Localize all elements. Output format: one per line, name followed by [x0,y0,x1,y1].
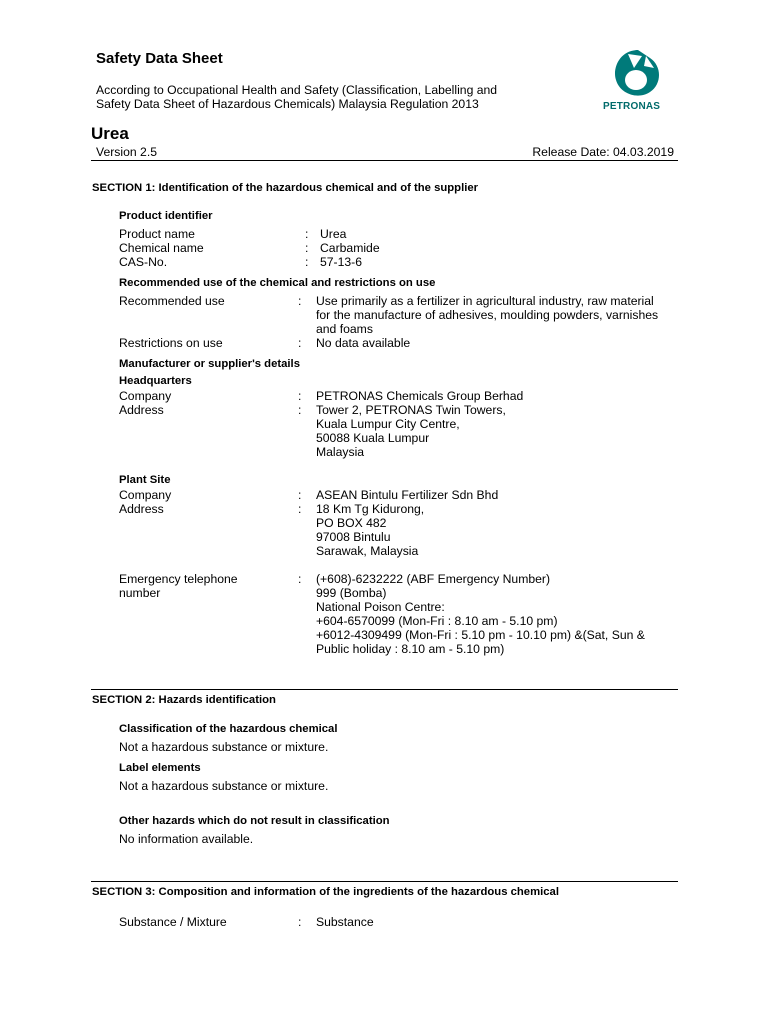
chemical-name-value: Carbamide [320,241,380,255]
phone-line: 999 (Bomba) [316,586,387,600]
cas-value: 57-13-6 [320,255,363,269]
section-3-heading: SECTION 3: Composition and information of the ingredients of the hazardous chemical [92,886,559,898]
phone-line: +6012-4309499 (Mon-Fri : 5.10 pm - 10.10 pm) &(Sat, Sun & [316,628,645,642]
plant-site-heading: Plant Site [119,474,171,486]
colon: : [305,255,309,269]
text-line: and foams [316,322,373,336]
section-1-heading: SECTION 1: Identification of the hazardous chemical and of the supplier [92,182,479,194]
version: Version 2.5 [96,145,157,159]
label-line: Emergency telephone [119,572,238,586]
phone-line: +604-6570099 (Mon-Fri : 8.10 am - 5.10 pm) [316,614,558,628]
cas-label: CAS-No. [119,255,168,269]
recommended-use-label: Recommended use [119,294,225,308]
emergency-label [119,572,238,600]
colon: : [305,241,309,255]
plant-company-value: ASEAN Bintulu Fertilizer Sdn Bhd [316,488,499,502]
logo-text: PETRONAS [603,101,661,112]
other-hazards-heading: Other hazards which do not result in classification [119,815,390,827]
recommended-use-value [316,294,658,336]
colon: : [298,336,302,350]
colon: : [305,227,309,241]
hq-address-value [316,403,506,459]
phone-line: Public holiday : 8.10 am - 5.10 pm) [316,642,505,656]
hq-company-label: Company [119,389,172,403]
classification-heading: Classification of the hazardous chemical [119,723,338,735]
supplier-heading: Manufacturer or supplier's details [119,358,300,370]
label-line: number [119,586,161,600]
emergency-value [316,572,645,656]
regulation-text [96,83,497,111]
phone-line: (+608)-6232222 (ABF Emergency Number) [316,572,551,586]
product-name-label: Product name [119,227,195,241]
address-line: PO BOX 482 [316,516,387,530]
substance-value: Substance [316,915,374,929]
regulation-line: According to Occupational Health and Safety (Classification, Labelling and [96,83,498,97]
regulation-line: Safety Data Sheet of Hazardous Chemicals) Malaysia Regulation 2013 [96,97,479,111]
colon: : [298,488,302,502]
other-hazards-text: No information available. [119,832,254,846]
restrictions-label: Restrictions on use [119,336,223,350]
address-line: Tower 2, PETRONAS Twin Towers, [316,403,506,417]
colon: : [298,294,302,308]
label-elements-heading: Label elements [119,762,201,774]
text-line: for the manufacture of adhesives, moulding powders, varnishes [316,308,659,322]
petronas-logo [598,46,678,118]
recommended-use-heading: Recommended use of the chemical and restrictions on use [119,277,436,289]
hq-address-label: Address [119,403,164,417]
header-divider [91,160,678,161]
product-name-value: Urea [320,227,347,241]
product-title: Urea [91,124,129,143]
address-line: Sarawak, Malaysia [316,544,419,558]
petronas-logo-icon [598,46,678,102]
headquarters-heading: Headquarters [119,375,192,387]
address-line: 97008 Bintulu [316,530,391,544]
document-title: Safety Data Sheet [96,50,223,67]
classification-text: Not a hazardous substance or mixture. [119,740,329,754]
plant-address-label: Address [119,502,164,516]
section-2-heading: SECTION 2: Hazards identification [92,694,276,706]
colon: : [298,572,302,586]
address-line: 18 Km Tg Kidurong, [316,502,425,516]
colon: : [298,389,302,403]
label-elements-text: Not a hazardous substance or mixture. [119,779,329,793]
hq-company-value: PETRONAS Chemicals Group Berhad [316,389,524,403]
release-date: Release Date: 04.03.2019 [532,145,674,159]
plant-address-value [316,502,424,558]
colon: : [298,502,302,516]
plant-company-label: Company [119,488,172,502]
address-line: Malaysia [316,445,365,459]
phone-line: National Poison Centre: [316,600,445,614]
section-3-divider [91,881,678,882]
address-line: 50088 Kuala Lumpur [316,431,430,445]
colon: : [298,915,302,929]
substance-label: Substance / Mixture [119,915,227,929]
section-2-divider [91,689,678,690]
product-identifier-heading: Product identifier [119,210,213,222]
address-line: Kuala Lumpur City Centre, [316,417,460,431]
chemical-name-label: Chemical name [119,241,204,255]
text-line: Use primarily as a fertilizer in agricultural industry, raw material [316,294,654,308]
restrictions-value: No data available [316,336,411,350]
colon: : [298,403,302,417]
